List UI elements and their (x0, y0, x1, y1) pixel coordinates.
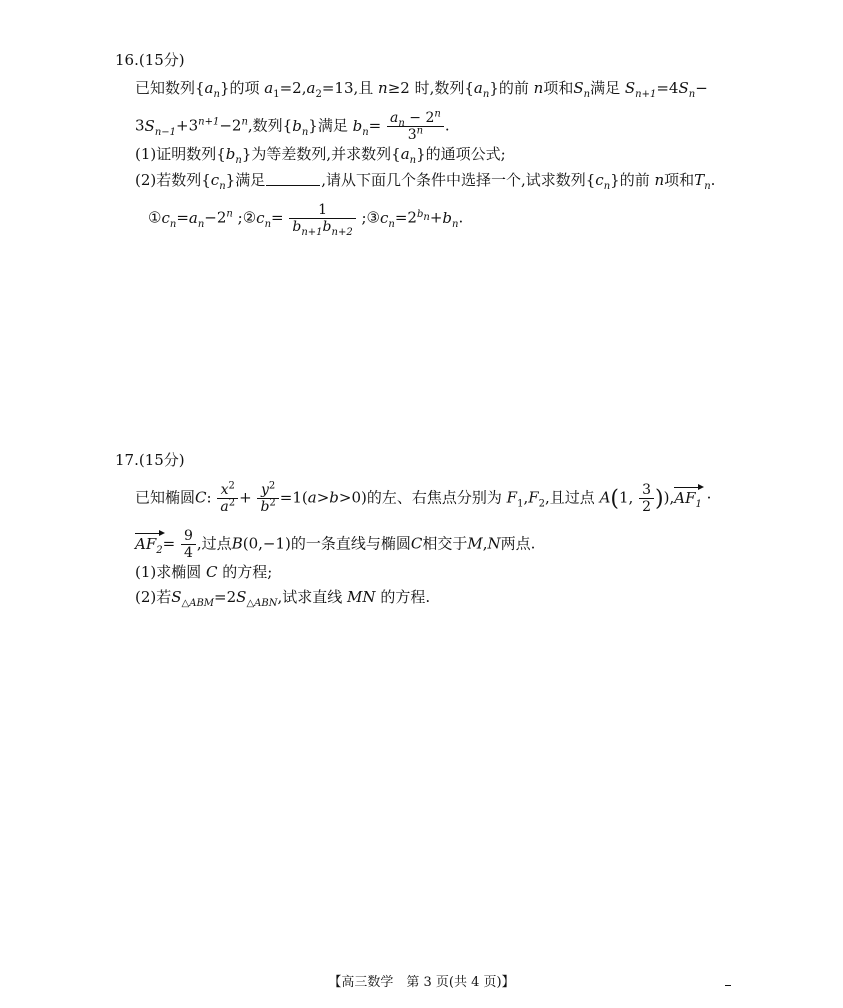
q16-line1: 已知数列$\{a_n\}$的项 $a_1=2,a_2=13$,且 n≥2 时,数列$\{a_n\}$的前 n项和$S_n$满足 $S_{n+1}=4S_n-$ (135, 79, 708, 100)
q16-line2: $3S_{n-1}+3^{n+1}-2^n$,数列$\{b_n\}$满足 $b_n=$ $\frac{a_n - 2^n}{3^n}$ . (135, 108, 450, 143)
q16-options: $①c_n=a_n-2^n$ $;②c_n=$ $\frac{1}{b_{n+1}b_{n+2}}$ $;③c_n=2^{b_n}+b_n$. (148, 202, 464, 238)
q17-dot-fraction: $\frac{9}{4}$ (181, 528, 196, 561)
vector-af2: $AF_2$ (135, 532, 163, 554)
q16-part2: (2)若数列$\{c_n\}$满足 ,请从下面几个条件中选择一个,试求数列$\{c_n\}$的前 n项和$T_n$. (135, 171, 716, 192)
q17-line1: 已知椭圆C: $\frac{x^2}{a^2}$ + $\frac{y^2}{b^2}$ =1(a>b>0)的左、右焦点分别为 $F_1,F_2$,且过点 A(1, $\frac{3}{2}$ ))$,AF_1$ · (135, 480, 712, 515)
q16-header: 16.(15分) (115, 51, 185, 69)
footer-mark (725, 985, 731, 986)
page-footer: 【高三数学 第 3 页(共 4 页)】 (328, 975, 515, 990)
q16-option2-fraction: $\frac{1}{b_{n+1}b_{n+2}}$ (289, 202, 355, 235)
vector-af1: $AF_1$ (674, 486, 702, 508)
q17-line2: $AF_2=$ $\frac{9}{4}$ ,过点B(0,−1)的一条直线与椭圆C相交于M,N两点. (135, 528, 536, 561)
q16-part1: (1)证明数列$\{b_n\}$为等差数列,并求数列$\{a_n\}$的通项公式; (135, 145, 506, 166)
q17-y-fraction: $\frac{y^2}{b^2}$ (257, 482, 278, 515)
q17-point-fraction: $\frac{3}{2}$ (639, 482, 654, 515)
q17-part1: (1)求椭圆 C 的方程; (135, 563, 273, 581)
q17-x-fraction: $\frac{x^2}{a^2}$ (217, 482, 238, 515)
answer-blank (266, 171, 320, 186)
q16-bn-fraction: $\frac{a_n - 2^n}{3^n}$ (387, 110, 444, 143)
q17-part2: (2)若$S_{\triangle ABM}=2S_{\triangle ABN}$,试求直线 MN 的方程. (135, 588, 431, 609)
q17-header: 17.(15分) (115, 451, 185, 469)
